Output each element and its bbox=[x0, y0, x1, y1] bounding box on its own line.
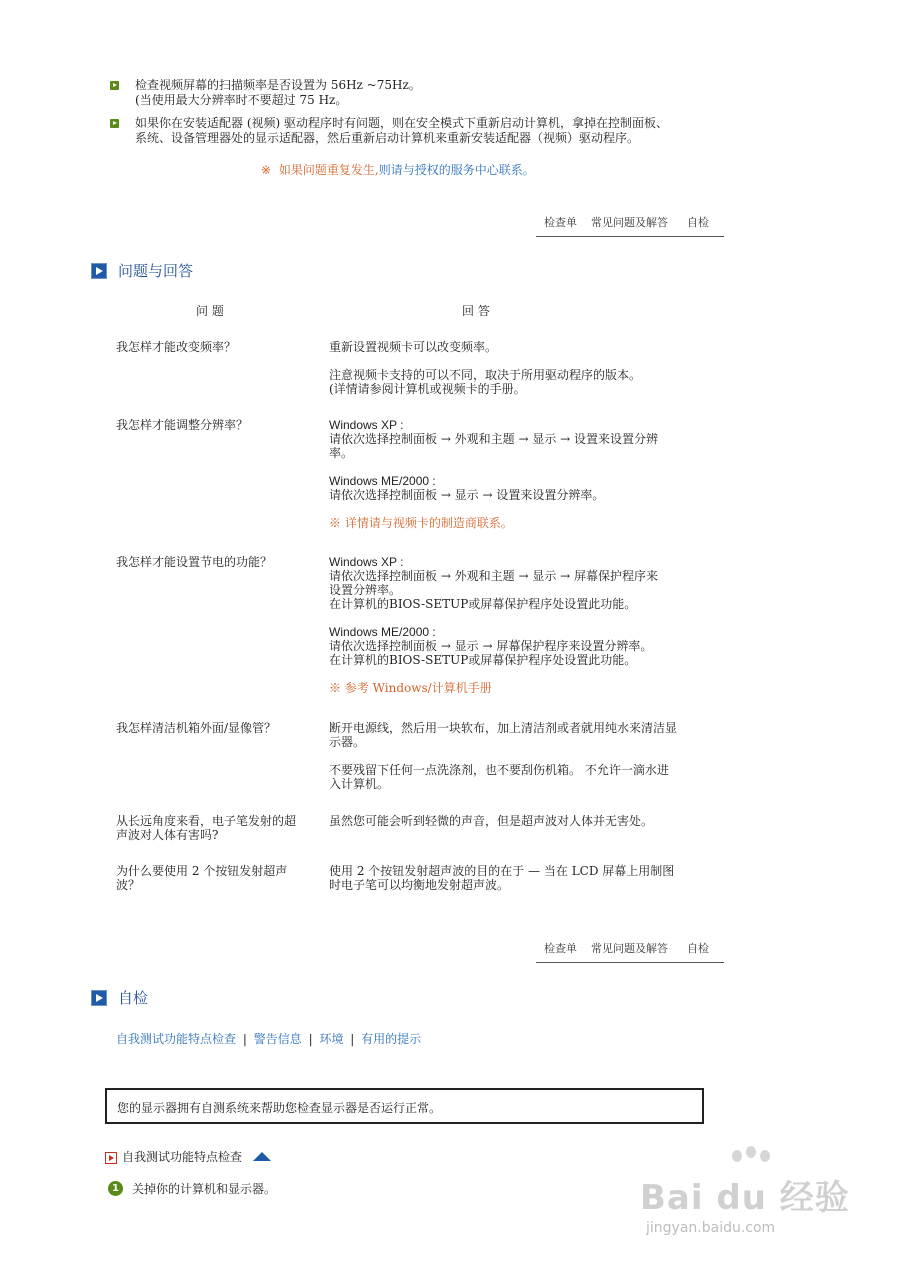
selftest-subheading: 自我测试功能特点检查 bbox=[122, 1150, 243, 1164]
faq-question-5 bbox=[116, 814, 311, 842]
step-number-icon: 1 bbox=[108, 1181, 123, 1196]
page-nav-bottom bbox=[536, 940, 724, 963]
faq-question-text: 我怎样才能改变频率？ bbox=[116, 340, 237, 354]
answer-line: 率。 bbox=[329, 446, 354, 460]
tip-2-line-1: 如果你在安装适配器 (视频) 驱动程序时有问题，则在安全模式下重新启动计算机，拿掉在控制面板、 bbox=[135, 116, 668, 130]
answer-line: 时电子笔可以均衡地发射超声波。 bbox=[329, 878, 510, 892]
note-prefix: 如果问题重复发生, bbox=[278, 163, 379, 177]
bullet-icon bbox=[110, 119, 119, 128]
answer-spacer bbox=[329, 460, 699, 474]
red-arrow-icon bbox=[105, 1152, 117, 1164]
faq-question-text: 为什么要使用 2 个按钮发射超声 bbox=[116, 864, 288, 878]
faq-answer-4 bbox=[329, 721, 699, 791]
answer-line: 请依次选择控制面板 → 外观和主题 → 显示 → 设置来设置分辨 bbox=[329, 432, 659, 446]
answer-line: 入计算机。 bbox=[329, 777, 390, 791]
service-note bbox=[261, 163, 535, 177]
paw-icon bbox=[760, 1150, 770, 1162]
answer-line: 请依次选择控制面板 → 外观和主题 → 显示 → 屏幕保护程序来 bbox=[329, 569, 659, 583]
section-arrow-icon bbox=[91, 990, 107, 1006]
faq-question-3 bbox=[116, 555, 311, 569]
answer-line: 在计算机的BIOS-SETUP或屏幕保护程序处设置此功能。 bbox=[329, 597, 637, 611]
selftest-section-title: 自检 bbox=[118, 989, 149, 1007]
nav-selftest-link[interactable]: 自检 bbox=[687, 216, 709, 229]
section-arrow-icon bbox=[91, 263, 107, 279]
link-selftest-check[interactable]: 自我测试功能特点检查 bbox=[116, 1032, 237, 1046]
selftest-info-text: 您的显示器拥有自测系统来帮助您检查显示器是否运行正常。 bbox=[117, 1101, 442, 1115]
answer-note: ※ 详情请与视频卡的制造商联系。 bbox=[329, 516, 513, 530]
answer-os-label: Windows XP : bbox=[329, 418, 404, 432]
answer-line: 重新设置视频卡可以改变频率。 bbox=[329, 340, 498, 354]
note-mark: ※ bbox=[261, 163, 272, 177]
nav-checklist-link[interactable]: 检查单 bbox=[544, 216, 577, 229]
selftest-links bbox=[116, 1032, 421, 1046]
faq-question-1 bbox=[116, 340, 311, 354]
col-header-question: 问 题 bbox=[196, 304, 224, 318]
faq-question-4 bbox=[116, 721, 311, 735]
watermark-main: Bai du 经验 bbox=[640, 1178, 850, 1218]
faq-question-2 bbox=[116, 418, 311, 432]
answer-spacer bbox=[329, 749, 699, 763]
paw-icon bbox=[746, 1146, 756, 1158]
faq-answer-1 bbox=[329, 340, 699, 396]
faq-answer-5 bbox=[329, 814, 699, 828]
answer-os-label: Windows XP : bbox=[329, 555, 404, 569]
faq-question-text: 声波对人体有害吗? bbox=[116, 828, 219, 842]
answer-line: 请依次选择控制面板 → 显示 → 屏幕保护程序来设置分辨率。 bbox=[329, 639, 653, 653]
link-environment[interactable]: 环境 bbox=[319, 1032, 344, 1046]
faq-section-title: 问题与回答 bbox=[118, 262, 194, 280]
answer-line: 示器。 bbox=[329, 735, 366, 749]
nav-selftest-link[interactable]: 自检 bbox=[687, 942, 709, 955]
faq-question-text: 从长远角度来看，电子笔发射的超 bbox=[116, 814, 297, 828]
step-1-text: 关掉你的计算机和显示器。 bbox=[132, 1182, 277, 1196]
answer-spacer bbox=[329, 611, 699, 625]
watermark-sub: jingyan.baidu.com bbox=[646, 1220, 776, 1236]
answer-line: 使用 2 个按钮发射超声波的目的在于 — 当在 LCD 屏幕上用制图 bbox=[329, 864, 675, 878]
faq-question-text: 我怎样才能设置节电的功能？ bbox=[116, 555, 273, 569]
tip-1-line-1: 检查视频屏幕的扫描频率是否设置为 56Hz ~75Hz。 bbox=[135, 78, 421, 92]
faq-question-text: 我怎样才能调整分辨率？ bbox=[116, 418, 249, 432]
faq-question-text: 波？ bbox=[116, 878, 141, 892]
link-separator: | bbox=[350, 1032, 355, 1046]
answer-line: 不要残留下任何一点洗涤剂，也不要刮伤机箱。 不允许一滴水进 bbox=[329, 763, 669, 777]
faq-answer-3 bbox=[329, 555, 699, 695]
answer-line: 断开电源线，然后用一块软布，加上清洁剂或者就用纯水来清洁显 bbox=[329, 721, 678, 735]
faq-question-text: 我怎样清洁机箱外面/显像管？ bbox=[116, 721, 277, 735]
nav-faq-link[interactable]: 常见问题及解答 bbox=[591, 942, 668, 955]
col-header-answer: 回 答 bbox=[462, 304, 490, 318]
service-center-link[interactable]: 则请与授权的服务中心联系。 bbox=[378, 163, 535, 177]
link-warning[interactable]: 警告信息 bbox=[253, 1032, 302, 1046]
answer-spacer bbox=[329, 354, 699, 368]
paw-icon bbox=[732, 1150, 742, 1162]
answer-line: (详情请参阅计算机或视频卡的手册。 bbox=[329, 382, 526, 396]
answer-line: 在计算机的BIOS-SETUP或屏幕保护程序处设置此功能。 bbox=[329, 653, 637, 667]
faq-question-6 bbox=[116, 864, 311, 892]
nav-checklist-link[interactable]: 检查单 bbox=[544, 942, 577, 955]
tip-1-line-2: (当使用最大分辨率时不要超过 75 Hz。 bbox=[135, 93, 348, 107]
faq-answer-6 bbox=[329, 864, 699, 892]
answer-line: 虽然您可能会听到轻微的声音，但是超声波对人体并无害处。 bbox=[329, 814, 654, 828]
answer-line: 设置分辨率。 bbox=[329, 583, 402, 597]
link-separator: | bbox=[308, 1032, 313, 1046]
answer-os-label: Windows ME/2000 : bbox=[329, 474, 436, 488]
nav-faq-link[interactable]: 常见问题及解答 bbox=[591, 216, 668, 229]
selftest-info-box bbox=[105, 1088, 704, 1124]
answer-os-label: Windows ME/2000 : bbox=[329, 625, 436, 639]
answer-line: 注意视频卡支持的可以不同，取决于所用驱动程序的版本。 bbox=[329, 368, 642, 382]
baidu-watermark bbox=[640, 1150, 880, 1250]
faq-answer-2 bbox=[329, 418, 699, 530]
page-nav-top bbox=[536, 214, 724, 237]
back-to-top-icon[interactable] bbox=[253, 1152, 271, 1161]
link-separator: | bbox=[242, 1032, 247, 1046]
link-useful-tips[interactable]: 有用的提示 bbox=[361, 1032, 422, 1046]
tip-2-line-2: 系统、设备管理器处的显示适配器，然后重新启动计算机来重新安装适配器（视频）驱动程序。 bbox=[135, 131, 640, 145]
answer-line: 请依次选择控制面板 → 显示 → 设置来设置分辨率。 bbox=[329, 488, 605, 502]
bullet-icon bbox=[110, 81, 119, 90]
answer-note: ※ 参考 Windows/计算机手册 bbox=[329, 681, 492, 695]
